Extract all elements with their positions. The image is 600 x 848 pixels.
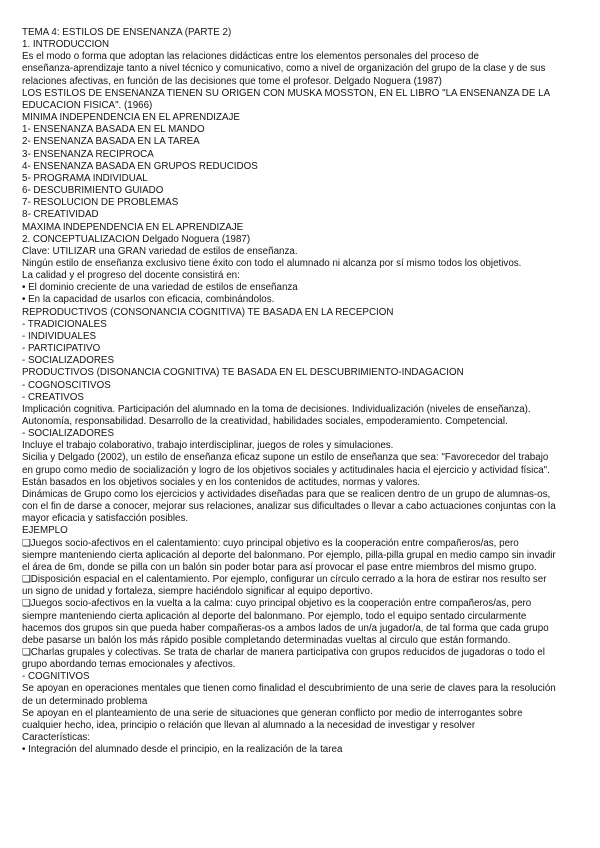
subheading: REPRODUCTIVOS (CONSONANCIA COGNITIVA) TE BASADA EN LA RECEPCIÓN	[22, 306, 394, 318]
list-heading: MÁXIMA INDEPENDENCIA EN EL APRENDIZAJE	[22, 221, 244, 233]
list-item: 6- DESCUBRIMIENTO GUIADO	[22, 185, 164, 197]
paragraph-line: Dinámicas de Grupo como los ejercicios y actividades diseñadas para que se realicen dentro de un grupo de alumnas-os,	[22, 488, 551, 500]
list-item: 7- RESOLUCIÓN DE PROBLEMAS	[22, 197, 179, 209]
example-item: un signo de unidad y fortaleza, siempre haciéndolo significar al equipo deportivo.	[22, 586, 373, 598]
paragraph-line: La calidad y el progreso del docente consistirá en:	[22, 270, 240, 282]
paragraph-line: Están basados en los objetivos sociales y en los contenidos de actitudes, normas y valores.	[22, 476, 421, 488]
paragraph-line: Clave: UTILIZAR una GRAN variedad de estilos de enseñanza.	[22, 245, 298, 257]
list-item: - COGNITIVOS	[22, 671, 90, 683]
section-heading-conceptualizacion: 2. CONCEPTUALIZACIÓN Delgado Noguera (1987)	[22, 233, 251, 245]
paragraph-line: Implicación cognitiva. Participación del alumnado en la toma de decisiones. Individualización (niveles de enseñanza).	[22, 403, 531, 415]
paragraph-line: cualquier hecho, idea, principio o relación que llevan al alumnado a la necesidad de investigar y resolver	[22, 719, 476, 731]
bullet-item: • Integración del alumnado desde el principio, en la realización de la tarea	[22, 744, 343, 756]
paragraph-line: LOS ESTILOS DE ENSEÑANZA TIENEN SU ORIGEN CON MUSKA MOSSTON, EN EL LIBRO "LA ENSEÑANZA DE LA	[22, 87, 551, 99]
subheading: PRODUCTIVOS (DISONANCIA COGNITIVA) TE BASADA EN EL DESCUBRIMIENTO-INDAGACIÓN	[22, 367, 464, 379]
example-item: debe pasarse un balón los más rápido posible completando determinadas vueltas al circulo que están formando.	[22, 634, 511, 646]
example-item: ❑Charlas grupales y colectivas. Se trata de charlar de manera participativa con grupos reducidos de jugadoras o todo el	[22, 646, 545, 658]
list-item: 5- PROGRAMA INDIVIDUAL	[22, 172, 148, 184]
list-heading: MÍNIMA INDEPENDENCIA EN EL APRENDIZAJE	[22, 112, 240, 124]
example-heading: EJEMPLO	[22, 525, 68, 537]
paragraph-line: Características:	[22, 732, 91, 744]
example-item: el área de 6m, donde se pilla con un balón sin poder botar para así provocar el pase entre miembros del mismo grupo.	[22, 561, 537, 573]
list-item: - TRADICIONALES	[22, 318, 107, 330]
paragraph-line: en grupo como medio de socialización y logro de los objetivos sociales y actitudinales hacia el ejercicio y actividad física".	[22, 464, 550, 476]
list-item: 1- ENSEÑANZA BASADA EN EL MANDO	[22, 124, 205, 136]
doc-title: TEMA 4: ESTILOS DE ENSEÑANZA (PARTE 2)	[22, 27, 232, 38]
paragraph-line: enseñanza-aprendizaje tanto a nivel técnico y comunicativo, como a nivel de organización del grupo de la clase y de sus	[22, 63, 546, 75]
bullet-item: • El dominio creciente de una variedad de estilos de enseñanza	[22, 282, 298, 294]
list-item: - COGNOSCITIVOS	[22, 379, 111, 391]
list-item: 4- ENSEÑANZA BASADA EN GRUPOS REDUCIDOS	[22, 160, 258, 172]
paragraph-line: Ningún estilo de enseñanza exclusivo tiene éxito con todo el alumnado ni alcanza por sí mismo todos los objetivos.	[22, 257, 522, 269]
paragraph-line: mayor eficacia y satisfacción posibles.	[22, 513, 189, 525]
example-item: ❑Juegos socio-afectivos en el calentamiento: cuyo principal objetivo es la cooperación entre compañeros/as, pero	[22, 537, 519, 549]
paragraph-line: EDUCACIÓN FÍSICA". (1966)	[22, 99, 153, 111]
paragraph-line: Se apoyan en operaciones mentales que tienen como finalidad el descubrimiento de una serie de claves para la resolución	[22, 683, 556, 695]
list-item: - CREATIVOS	[22, 391, 84, 403]
paragraph-line: relaciones afectivas, en función de las decisiones que tome el profesor. Delgado Noguera (1987)	[22, 75, 442, 87]
paragraph-line: Es el modo o forma que adoptan las relaciones didácticas entre los elementos personales del proceso de	[22, 51, 479, 63]
list-item: - SOCIALIZADORES	[22, 428, 114, 440]
list-item: - SOCIALIZADORES	[22, 355, 114, 367]
paragraph-line: Autonomía, responsabilidad. Desarrollo de la creatividad, habilidades sociales, empoderamiento. Competencial.	[22, 416, 508, 427]
list-item: 2- ENSEÑANZA BASADA EN LA TAREA	[22, 136, 200, 148]
list-item: - INDIVIDUALES	[22, 330, 97, 342]
example-item: siempre manteniendo cierta aplicación al deporte del balonmano. Por ejemplo, todo el equipo sentado circularmente	[22, 610, 527, 622]
example-item: ❑Juegos socio-afectivos en la vuelta a la calma: cuyo principal objetivo es la cooperación entre compañeros/as, pero	[22, 598, 532, 610]
paragraph-line: Se apoyan en el planteamiento de una serie de situaciones que generan conflicto por medio de interrogantes sobre	[22, 707, 523, 719]
paragraph-line: de un determinado problema	[22, 695, 148, 707]
list-item: 8- CREATIVIDAD	[22, 209, 99, 221]
bullet-item: • En la capacidad de usarlos con eficacia, combinándolos.	[22, 294, 275, 306]
list-item: - PARTICIPATIVO	[22, 343, 101, 355]
example-item: siempre manteniendo cierta aplicación al deporte del balonmano. Por ejemplo, pilla-pilla grupal en medio campo sin invadir	[22, 549, 556, 561]
example-item: ❑Disposición espacial en el calentamiento. Por ejemplo, configurar un círculo cerrado a la hora de estirar nos resulto ser	[22, 574, 547, 586]
paragraph-line: Sicilia y Delgado (2002), un estilo de enseñanza eficaz supone un estilo de enseñanza que sea: "Favorecedor del trabajo	[22, 452, 549, 464]
example-item: grupo abordando temas emocionales y afectivos.	[22, 659, 236, 671]
section-heading-introduccion: 1. INTRODUCCIÓN	[22, 39, 110, 51]
paragraph-line: Incluye el trabajo colaborativo, trabajo interdisciplinar, juegos de roles y simulaciones.	[22, 440, 394, 452]
list-item: 3- ENSEÑANZA RECÍPROCA	[22, 148, 154, 160]
paragraph-line: con el fin de darse a conocer, mejorar sus relaciones, analizar sus dificultades o llevar a cabo actuaciones conjuntas con la	[22, 501, 556, 513]
example-item: hacemos dos grupos sin que pueda haber compañeras-os a ambos lados de un/a jugador/a, de tal forma que cada grupo	[22, 622, 549, 634]
